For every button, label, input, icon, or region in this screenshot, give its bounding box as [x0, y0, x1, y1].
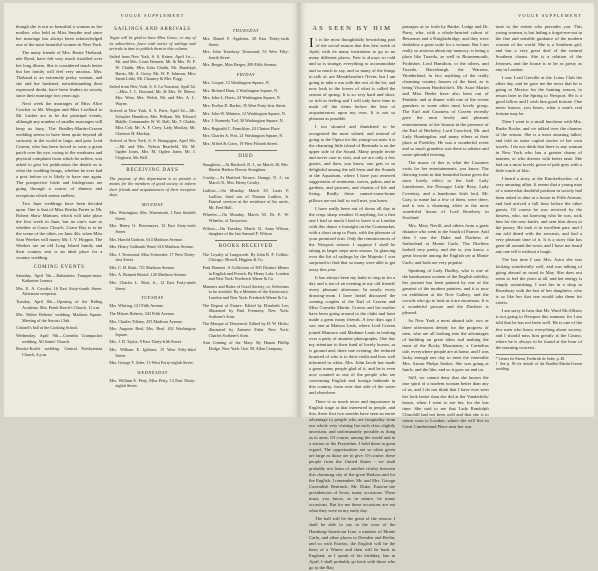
list-item: Mrs. Charles A. Post, 21 Washington Square, N.	[202, 133, 284, 139]
running-head-right: VOGUE SUPPLEMENT	[518, 13, 582, 18]
paragraph: Next week the marriages of Miss Alice Crocker to Mr. Morgan and Miss Lorillard to Mr. Luther are to be the principal events, although any number of smaller marriages will keep us busy. The Bradley-Martin-Craven wedding seems to have been quite beyond all curiosity in the world at large, and poor Lord Craven, who has been forced to wear a green patch over his eye, owing to the weakness and physical complaint from which he suffers, was asked to give for publication the details as to what the wedding brings, whether he ever had a post before or is likely to have one again. The prospective bride and bridegroom are going through a course of dinners and receptions which seems endless.	[16, 101, 103, 198]
paragraph-text: t is the most thoughtfully bewitching part of the social season that this first week of April, with its many invitations to go to no many different places. Fate is always so cold and so is strange, everything to accommodate and so much to say, and so many of the things to talk of, are Mendelssohn's Nevin, but I am going to take a run with the rest of the lot, and now look to the lovers of what is called the season of spring. It is so very hard and short, so rich in feeling and I will only have time to mark off the items before the best of acquaintances upon my own. It is not so pleasant as possible.	[309, 37, 396, 122]
list-item: Sailed from New York, S. S. Kaiser, April 1st.—Mr. and Mrs. Louis Bennett, Mr. & Mrs. W. F. W. Chubb, Miss Julia Chubb, Mr. Randolph Harris, Mr. A. Gerry, Mr. W. P. Johnson, Miss Sarah Little, Mr. Chauncy & Mrs. Fogg.	[109, 53, 196, 82]
list-item: Wednesday, April 9th.—Cornelia Crumpacker wedding. All Saints' Church.	[16, 333, 103, 344]
list-item: Mrs. Daniel F. Appleton, 28 East Thirty-sixth Street.	[202, 36, 289, 47]
section-intro: The purpose of this department is to provide a means for the members of good society to inform their friends and acquaintances of their reception days.	[109, 175, 196, 198]
receiving-list-monday	[109, 210, 195, 291]
list-item: Mrs. Henry Galbraith Ward, 616 Madison Avenue.	[109, 244, 195, 250]
list-item: Manners and Rules of Good Society, or, Solecisms to be avoided. By a Member of the Aristocracy. London and New York: Frederick Warne & Co.	[202, 283, 289, 300]
divider	[215, 240, 277, 241]
list-item: Mrs. Auguste Beal, Mrs. Beal, 102 Washington Square.	[109, 326, 196, 337]
left-column-1	[16, 24, 102, 418]
list-item: Sailed from New York, S. S. La Touraine, April 3d.—Miss J. C. Bowand, Mr. & Mrs. W. Masse, Mrs. Wear, Mrs. Welsh, Mr. and Mrs. A. L. Wayne.	[109, 83, 196, 106]
right-page	[299, 3, 594, 571]
paragraph	[309, 37, 395, 122]
list-item: Mrs. Cooper, 12 Washington Square, N.	[202, 80, 270, 86]
paragraph: I saw Lord Greville at the Lotus Club the other day, and he gave me the news that he is going to Mexico for the hunting season, to return later in the Spring to Newport. He is a good fellow and I wish him good fortune. One never knows, you know, what a man's real fortune may be.	[495, 74, 582, 117]
paragraph: There is so much news and importance in English stage at that interested in people, and this, these first two months have seen an entire advantage to people who are hospitality from our whole very visiting list each class slightly uncertain, and unfortunately possible as thing as to aims. Of course, among the world and in a station to the Prayerline, I hold them in great regard. The opportunities are so often given are large as those are to give. Of course, these people from the United States - we shall probably not learn of another rivalry between this charming city of the great Hudson and for the English. I remember, Mr. and Mrs. George Cavendish Bentinck, Mr. Duke, Eastern-site presidencies of Scots, many occasions. There must, you know, as in nature, be many occasions. But for me these occasions are not what they were in my early day.	[309, 398, 396, 514]
list-item: Mrs. John L. Davis, 24 Washington Square, N.	[202, 95, 281, 101]
list-item: Mrs. William E. Petty, Miss Petty, 13 East Thirty-eighth Street.	[109, 377, 196, 389]
section-title-sailings: SAILINGS AND ARRIVALS	[114, 27, 191, 32]
paragraph: So New York a most absurd tale, two or three afternoons deeply for the progress of men, who are all looking into the advantages of building on great lakes and making the most of the Rocky Mountains; a Cornelius tale, everywhere people are at home, and I was lucky enough one day to meet the venerable Mrs. Anson Phelps Stokes. She was going at lunch, and the like, and so it goes on and on.	[402, 318, 489, 373]
section-title-died: DIED	[238, 153, 254, 159]
section-title-receiving-days: RECEIVING DAYS	[126, 167, 179, 173]
right-column-2	[402, 24, 489, 429]
list-item: Paul Dimeret. A Collection of 300 Distinct Menus in English and French. By Henry Lake. London and New York: Frederick Warne & Co.	[202, 265, 289, 282]
paragraph: Mrs. Mary Nevill, and others from a great distance who went to the South of France. And then I saw the Duke and Duchess of Sutherland at Monte Carlo. The Duchess looked very pretty, and she is, you know, a great favorite among the English set at Monte Carlo, and both are very popular.	[402, 223, 489, 265]
right-column-3	[496, 24, 582, 418]
list-item: Mrs. Henry O. Havemeyer, 12 East Sixty-sixth Street.	[109, 223, 196, 234]
list-item: Crosby.—At Hartford Terrace, Orange, N. J., on March 31, Mrs. Henry Crosby.	[202, 174, 289, 186]
list-item: Mrs. Charles L. Mott, Jr., 12 East Forty-ninth Street.	[109, 280, 196, 291]
day-heading: FRIDAY	[236, 72, 256, 78]
list-item: Mrs. Walter Roberts' wedding. Madison Square. Meeting of the Sorosis Club.	[16, 312, 103, 323]
list-item: Mrs. Charles Tiffany, 255 Madison Avenue.	[109, 318, 183, 324]
drop-cap: I	[309, 36, 314, 52]
left-columns	[16, 24, 289, 418]
article-title: AS SEEN BY HIM	[312, 25, 392, 32]
left-column-3	[203, 24, 289, 418]
died-list	[203, 162, 289, 237]
footnotes	[496, 354, 582, 372]
paragraph: The ball will be the great of the season. I shall be able to say in the wise of the Hamburg-American Line, a number of Monte Carlo, and other places to Dresden and Berlin, and so with Fairfax, the English will be the beau of a Winter and then will be back in England, as I speak of his birthday, late in April. I shall probably go back with those who go to the Bay.	[309, 516, 396, 571]
list-item: Ann Coming of the Mary. By Hanan Phillip Dodge. New York: Geo. M. Allen Company.	[202, 340, 289, 351]
day-heading: THURSDAY	[232, 28, 260, 33]
paragraph: I have really been out of doors all day in the crisp, sharp weather. If anything, for a first one I had so much I had to leave it at London with this dance a fortnight on the Cornmarket, with a short strap to Paris, with the pleasure of your promised visit. Only the reminiscences of the Newport season. I suppose I shall be taking in larger steps next season. In glancing over the list of sailings by the Majestic I was surprised to find that so many were able to get away this year.	[309, 205, 396, 272]
section-title-books-received: BOOKS RECEIVED	[218, 243, 273, 249]
list-item: Mrs. Richard Hunt, 2 Washington Square, N.	[202, 87, 279, 93]
paragraph: Two June weddings have been decided upon. One is that of Miss Bertha Porter to Mr. Robert Shaw Minturn, which will take place the first week in June, but no one's sure as whether at Grace Church. Grace Bay is to be the scene of the other, on June 4th, when Miss Sara Weekes will marry Mr. J. V. Hoppin. The Weekes are an old Long Island family and their country seat is an ideal place for a country wedding.	[16, 200, 103, 261]
coming-events-list	[16, 273, 102, 358]
list-item: Brooks-Koehl wedding. Central Presbyterian Church, 4 p.m.	[16, 346, 103, 357]
paragraph: I too sloured and thundered to be recognized the most valued, and instead of going to the Opera for the young-cut seats it is the charming little island of Bermuda is on the upper side of the Sound. Many people invite and never care to visit, and we are only a few guests, and then, you know, one gets to so delightful among the tall ferns and the Sounds at the Aquarium, where I have just renewed suggestions of sentiment, waves, palms, and in gardens, and pictures, and charms of life and living. Really those cannot-come-home pillows are not half so well met, you know.	[309, 124, 396, 203]
section-title-coming-events: COMING EVENTS	[33, 264, 85, 270]
paragraph: Speaking of Lady Dudley, who is one of the handsomest women of the English nobility, her portrait has been painted by one of the greatest of the modern painters, and it is now on exhibition at the New Gallery, and the crowds who go to look at it are enormous. It is a wonderful picture and the Duchess is pleased.	[402, 267, 489, 316]
receiving-list-tuesday	[109, 303, 195, 365]
list-item: Mrs. J. Townsend, Miss Schroeder, 17 West Thirty-first Street.	[109, 251, 196, 263]
list-item: Arrived at New York, S. S. Paris, April 3d.—Mr. Schuyler Hamilton, Mrs. Pelham, Mr. Edward Biddle, Commander W. W. Hall, Mr. T. Chubb, Miss Colt, Mr. A. F. Cirey, Lady Mackay, Mr. Clarence H. Mackay.	[109, 108, 196, 136]
paragraph: It has always been my habit to stop in for a day and a tea of an evening at my old friends' every pleasant afternoon. In nearly every drawing-room I have heard discussed the coming couples of the Earl of Craven and Miss Cornelia Martin. Craven and his mother have been going around to the clubs and have made a great many friends. A few days ago I saw one at Maison Leuk, where Lord Craven joined Mansuce and Madame Louis in looking over a party of amateur photographs. One day my attention to their fund of lovely horses, as is ground and, there one evening, the reduced honored of who is to their credit and how well informed in whist. Mrs. John Jacob has made a great many people glad of it, and he is even now counted as one of the people who are concerning English and foreign habitude in this country, from over that side of the water and elsewhere.	[309, 274, 396, 396]
list-item: The Masque of Dorsenval. Edited by H. W. Hicks; illustrated by Antonio Fabri. New York: Charles Scribner's Sons.	[202, 321, 289, 338]
list-item: Mrs. John W. Minturn, 12 Washington Square, N.	[202, 110, 286, 116]
receiving-list-thursday	[203, 36, 289, 68]
day-heading: MONDAY	[141, 202, 164, 208]
footnote: † See p. 86 for details of the Bradley-Martin-Craven wedding.	[495, 361, 582, 371]
list-item: Mrs. Alfred & Cotes, 19 West Fiftieth Street.	[202, 140, 278, 146]
list-item: Mrs. A. Bennett Bristol, 120 Madison Avenue.	[109, 272, 188, 278]
paragraph: The music of this is what the Countess visits for her entertainments, you know. The drawing-room in that beautiful house gives the most lovely effect to the ball. Lady Lansdowne, the Dowager Lady Reay, Lady Coventry, and a handsome Irish lord, Mr. Gray, to name but a few of them, were there, and it was a charming affair at the most wonderful house of Lord Rosebery in Scotland.	[402, 160, 489, 220]
list-item: Mrs. Harold Godwin, 614 Madison Avenue.	[109, 236, 183, 242]
left-column-2	[109, 24, 195, 418]
list-item: Mrs. Warrington, Mrs. Wurmsrath, 1 East Sixtieth Street.	[109, 210, 196, 221]
list-item: Mrs. C. H. Ruitt, 721 Madison Avenue.	[109, 264, 176, 270]
footnote: * Letters for Patent, Frederick de Sales, p. 48.	[495, 356, 566, 361]
list-item: Wilson.—On Tuesday, March 31, Anna Wilson, daughter of the late Samuel F. Wilson.	[202, 225, 289, 237]
list-item: Mrs. William E. Iglehart, 15 West Fifty-third Street.	[109, 346, 196, 358]
right-column-1	[309, 24, 396, 571]
list-item: Arrived at New York, S. S. Bourgogne, April 5th.—Mr. and Mrs. Nelson Bearfield, Mr. M. Ogden Jones, Mrs. M. Ogden Jones, Mr. J. Cleghorn, Mr. Bell.	[109, 138, 196, 160]
paragraph: I heard a story, at the Knickerbocker, of a very amusing affair. It seems that a young man of a somewhat doubtful position in society had been asked to dine at a house in Fifth Avenue, and had arrived a full hour before the other guests. Of course he was received by the hostess, who, not knowing who he was, took him for the new butler, and sent him down to the pantry. He took it in excellent part, and I am told dined with the servants, and had a very pleasant time of it. It is a story that has gone all around the town, and I have not heard any one tell it without a laugh.	[495, 176, 582, 255]
day-heading: TUESDAY	[141, 295, 164, 301]
list-item: Mrs. Evelyn D. Barker, 35 West Forty-first Street.	[202, 102, 287, 108]
day-heading: WEDNESDAY	[137, 369, 168, 375]
list-item: Stoughton.—At Hartford, N. J., on March 30, Mrs. Harriet Harlow Dewey Stoughton.	[202, 161, 289, 173]
left-page	[4, 3, 299, 417]
list-item: The Loyalty of Langworth. By John R. F. Collins. Chicago: Morrill, Higgins & Co.	[202, 251, 289, 263]
list-item: Mrs. Berger, Miss Berger, 289 Fifth Avenue.	[202, 62, 278, 68]
sailings-list	[109, 54, 195, 161]
magazine-spread	[4, 3, 594, 571]
list-item: Mrs. Whiting, 121 Fifth Avenue.	[109, 303, 164, 309]
paragraph: taste to the extent who pervades you. This young woman, is but hiding a forget-me-not in the fine and sensible guidance of the modern women of the world. She is a Southern girl, and has a very great deal of the natural Southern charm. She is a relation of the Jeromes, and the house is to be as pretty as any in London.	[495, 24, 582, 72]
list-item: Mrs. George T. Adee, 13 West Forty-eighth Street.	[109, 360, 194, 366]
list-item: The Repeat of France. Edited by Elizabeth Lee; illustrated by Paul Frenzeny. New York: Scribner's Sons.	[202, 302, 289, 319]
list-item: Wheeler.—On Monday, March 30, Dr. E. W. Wheeler, of Tarrytown.	[202, 212, 289, 223]
paragraph: passages as so forth by Ranke, Lodge and Dr. Parry, who, with a whole-hearted cohort of Bessemer and a Knightsbridge, and they were doubtless a great scale for a woman. But I am really so anxious about my memory, is being a place like Tuxedo, as well to Bournemouth, Frobisher, Lord Hamilton, or the others, and Tuxedo, Harrisburgh, the Warrens, Wonderland, in fact anything of the really charming country houses of the kind, as is being Viscount Hardwicke's. Mr. Astor Martin and Miss Beeke have also been out of Fendale, and at dinner with one of the recent grandees or some other most lovely group. The Earl and Countess of Craven recently gave the most lovely and pleasant entertainment of the Season in the presence of the Earl of Berkeley, Lord Crawford, Mr. and Lady Huntingdon, and many others at their place at Freekley. He was a wonderful event and so much grandeur was there to admire and some splendid evening.	[402, 24, 489, 157]
divider	[215, 150, 277, 151]
list-item: Ludlow.—On Monday, March 29, Louis P. Ludlow, third son of Thomas Ludlow, Jr. Funeral services at the residence of his uncle, Mr. Fred Hall.	[202, 187, 289, 210]
list-item: The Misses Roberts, 343 Fifth Avenue.	[109, 310, 175, 316]
list-item: Mrs. J. D. Taylor, 9 East Thirty-fifth Street.	[109, 339, 182, 345]
receiving-list-friday	[203, 80, 289, 146]
list-item: Saturday, April 5th.—Rubinstein Trumpet-mass. Katharine Lennox.	[16, 272, 103, 284]
paragraph: Then I went to a small luncheon with Mrs. Burke Roche, and we talked over the chances of the season. She is a most amusing talker, and told us some capital stories of her own travels. I do not think that there is any woman in New York who has a greater charm of manner, or who dresses with better taste. She had on a most lovely gown of pale grey with a little touch of lilac.	[495, 119, 582, 174]
paragraph: The many friends of Mrs. Bertie Thebaud, née Rynd, have felt very much troubled over her long illness. She is considered much better but her family will feel very anxious. Mrs. Thebaud is an extremely pretty woman, and she and her husband, notwithstanding their expressed doubt, have been leaders in society since their marriage two years ago.	[16, 50, 103, 99]
divider	[121, 164, 183, 165]
right-columns	[309, 24, 582, 571]
list-item: Tuesday, April 8th.—Opening of the Riding Academy. Mrs. Frank Keech's Church, 11 a.m.	[16, 299, 103, 310]
receiving-list-wednesday	[109, 378, 195, 389]
books-list	[203, 252, 289, 352]
list-item: Mrs. Reginald C. Francklyn, 24 Clinton Place.	[202, 125, 281, 131]
list-item: Colonel's ball at the Cooking School.	[16, 325, 79, 331]
paragraph: though she is not so beautiful a woman as her mother, who held as Miss Smythe and since her marriage has always been acknowledged one of the most beautiful women in New York.	[16, 24, 103, 48]
list-item: Mrs. J. Kennedy Tod, 30 Washington Square, N.	[202, 118, 284, 124]
paragraph: The last time I saw Mrs. Astor she was looking wonderfully well, and was talking of going abroad as usual in May. She does not seem to feel the years at all, and her energy is simply astonishing. I met her in a shop in Broadway with the last of her daughters, who is so like her that one would take them for sisters.	[495, 257, 582, 306]
section-intro: Vogue will be glad to have Miss Grace, or any of its subscribers, favor with notice of sailings and arrivals in time to publish them in this column.	[109, 35, 196, 52]
list-item: Mrs. John Treadway Townsend, 53 West Fifty-fourth Street.	[202, 49, 289, 60]
paragraph: Still, we cannot deny that she knows the true spirit of a modern woman better than any of us, and I do not think that I have ever seen her look better than she did at the Vanderbilts' house, when I went to see her, for the last time. She said to me that Lady Randolph Churchill had not been well and that she is to return soon to London, where she will live in Great Cumberland Place near her son.	[402, 375, 489, 429]
list-item: Mrs. E. A. Cowdin, 16 East Sixty-fourth Street. Afternoon reception.	[16, 285, 103, 297]
running-head-left: VOGUE SUPPLEMENT	[120, 13, 185, 18]
paragraph: I am sorry to hear that Mr. Ward McAllister is not going to Newport this summer, for I am told that he has not been well. He is one of the few men who know everything about society, and I should miss him greatly at the Casino, where he is always to be found at the hour of the morning concerts.	[495, 308, 582, 350]
